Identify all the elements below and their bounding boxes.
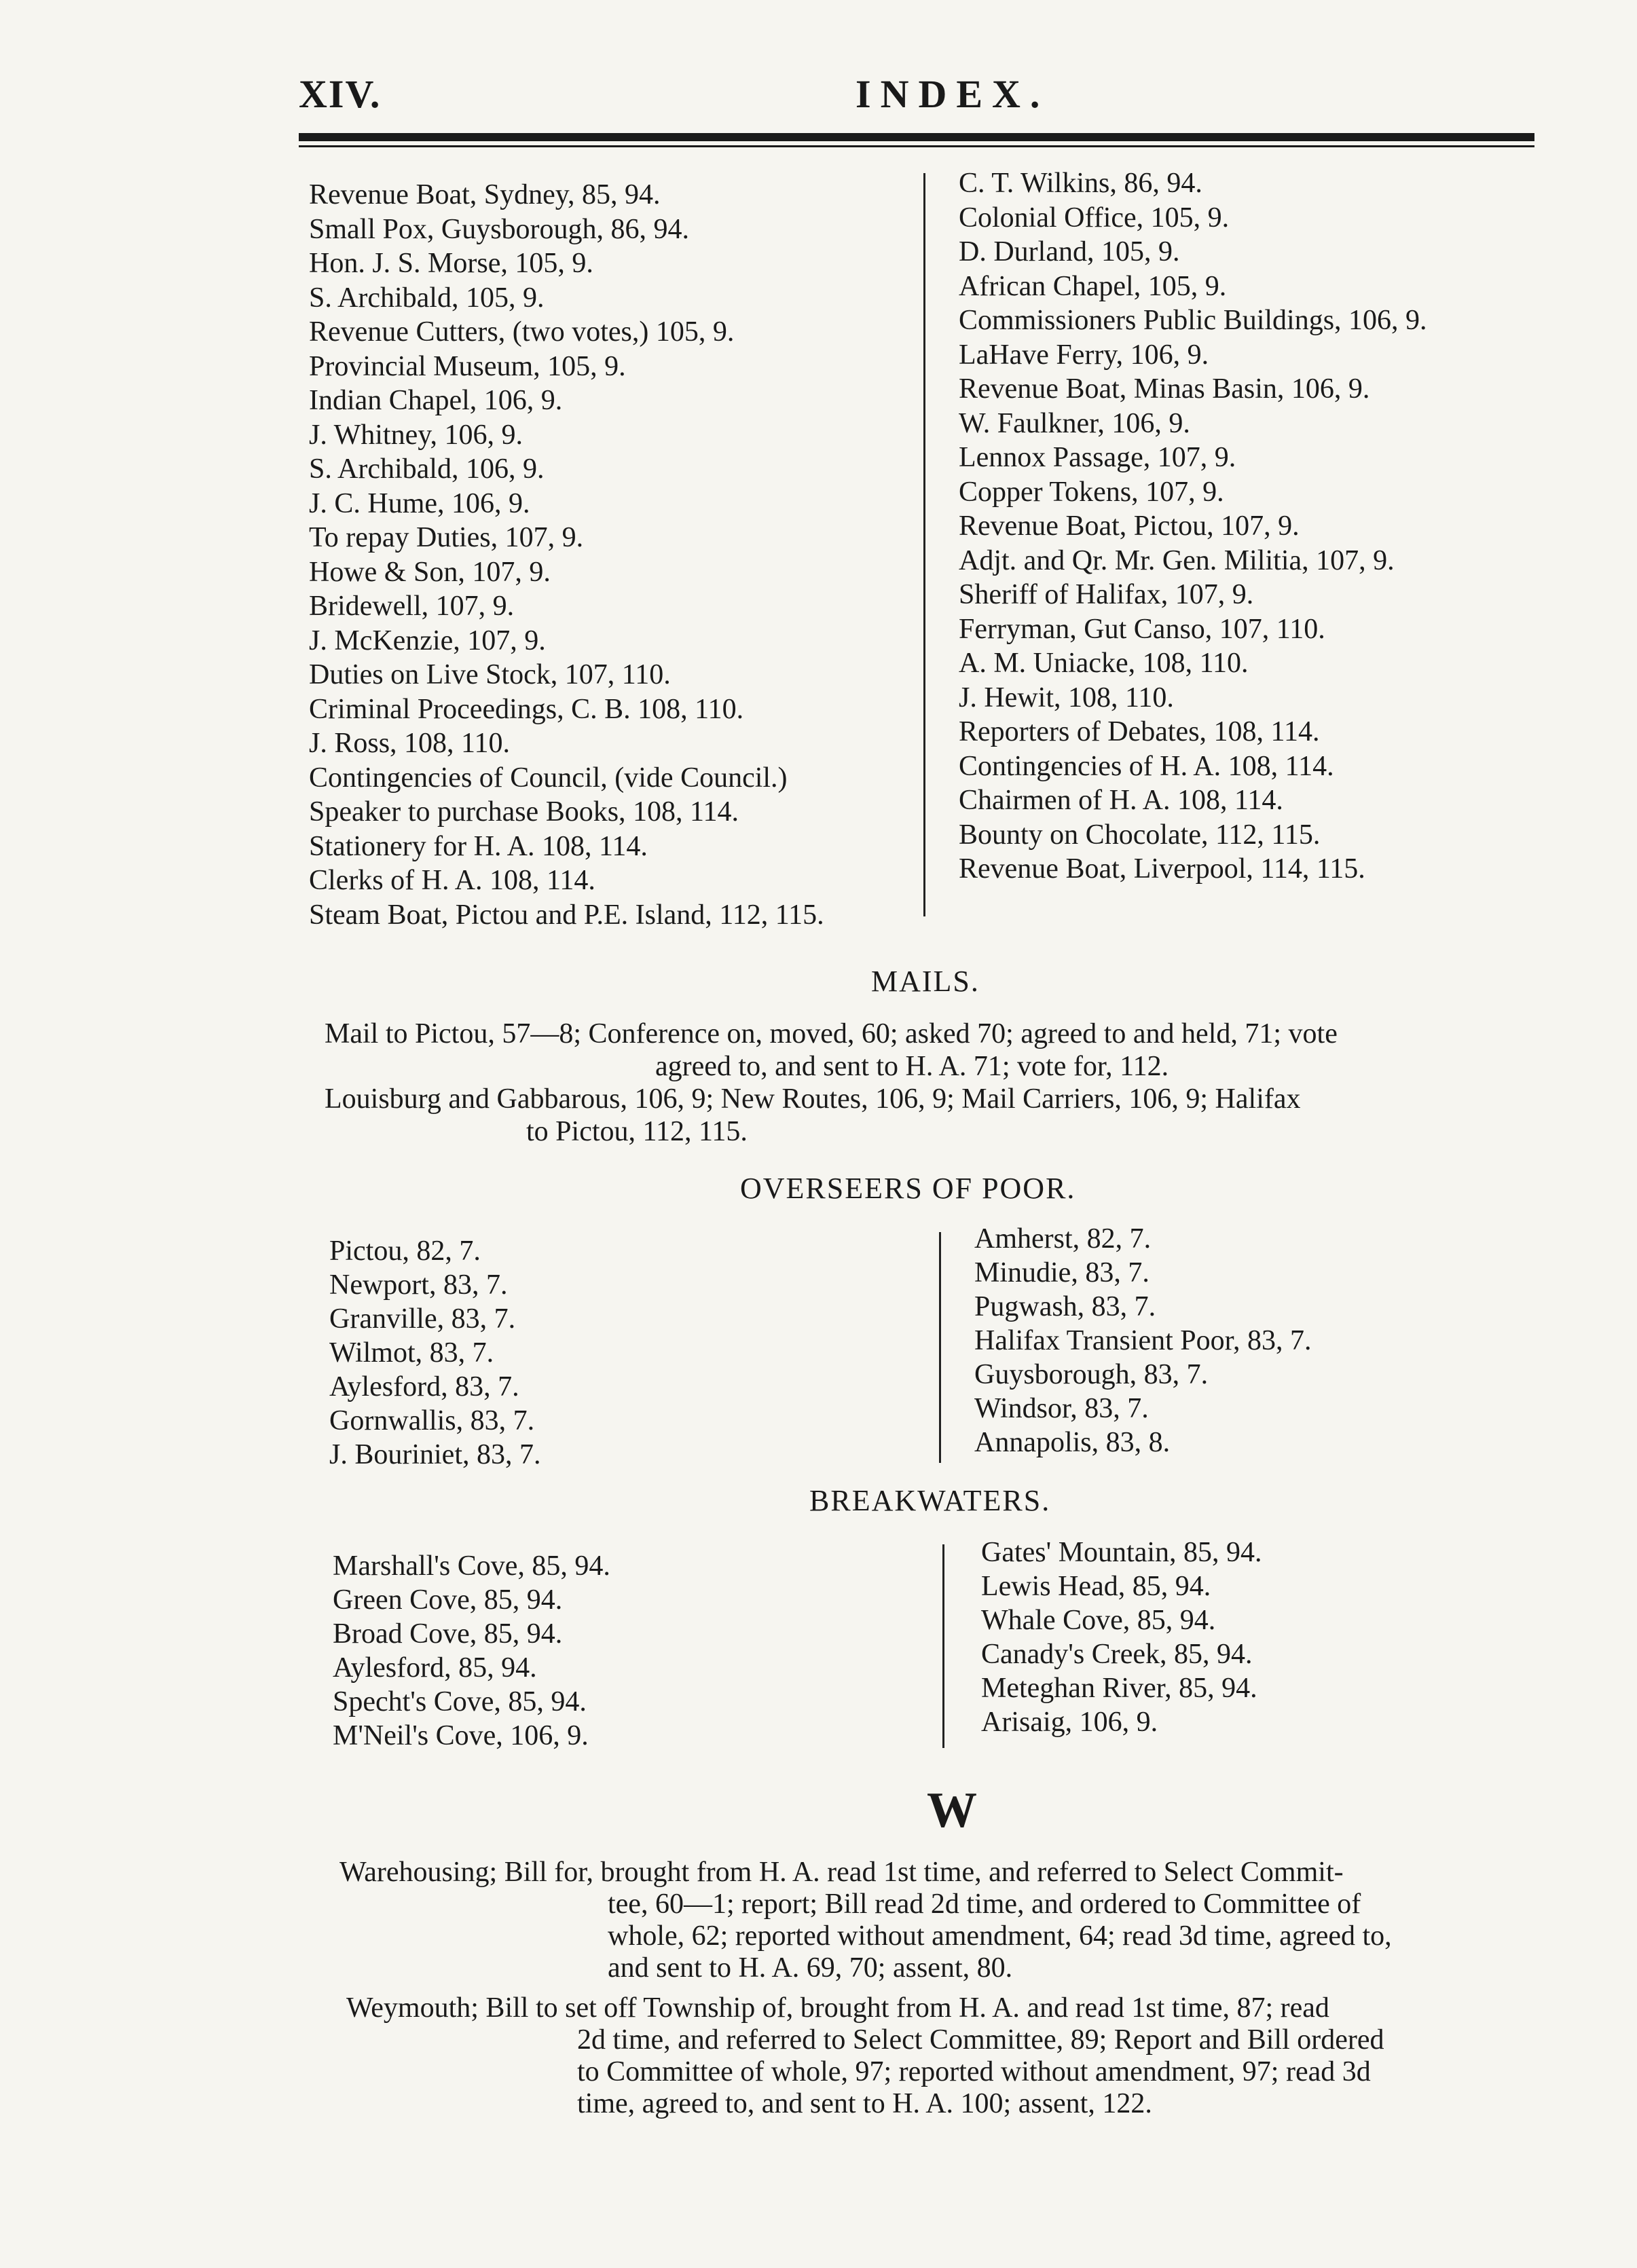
index-entry: C. T. Wilkins, 86, 94. (959, 168, 1202, 199)
weymouth-line-1: Weymouth; Bill to set off Township of, brought from H. A. and read 1st time, 87; read (346, 1992, 1329, 2024)
breakwaters-entry: M'Neil's Cove, 106, 9. (333, 1720, 589, 1751)
section-letter-w: W (927, 1783, 977, 1838)
index-entry: Small Pox, Guysborough, 86, 94. (309, 213, 690, 245)
overseers-column-divider (939, 1232, 941, 1463)
index-entry: Revenue Boat, Minas Basin, 106, 9. (959, 373, 1370, 405)
breakwaters-entry: Arisaig, 106, 9. (981, 1707, 1158, 1738)
index-entry: Sheriff of Halifax, 107, 9. (959, 579, 1254, 610)
page-number: XIV. (299, 72, 382, 116)
overseers-entry: Pugwash, 83, 7. (974, 1291, 1156, 1322)
index-entry: Duties on Live Stock, 107, 110. (309, 659, 671, 690)
index-entry: J. C. Hume, 106, 9. (309, 487, 530, 519)
overseers-entry: Minudie, 83, 7. (974, 1257, 1149, 1288)
breakwaters-entry: Aylesford, 85, 94. (333, 1652, 537, 1684)
breakwaters-entry: Lewis Head, 85, 94. (981, 1571, 1211, 1602)
index-entry: Contingencies of Council, (vide Council.) (309, 762, 788, 794)
weymouth-line-3: to Committee of whole, 97; reported without amendment, 97; read 3d (577, 2056, 1371, 2087)
warehousing-line-2: tee, 60—1; report; Bill read 2d time, and ordered to Committee of (608, 1889, 1361, 1920)
index-entry: Bounty on Chocolate, 112, 115. (959, 819, 1321, 851)
index-entry: Reporters of Debates, 108, 114. (959, 716, 1320, 747)
top-column-divider (923, 173, 925, 916)
page-header (299, 71, 1541, 132)
breakwaters-entry: Green Cove, 85, 94. (333, 1584, 563, 1616)
mails-heading: MAILS. (871, 965, 980, 998)
overseers-heading: OVERSEERS OF POOR. (740, 1172, 1076, 1205)
breakwaters-heading: BREAKWATERS. (809, 1484, 1051, 1517)
breakwaters-entry: Whale Cove, 85, 94. (981, 1605, 1216, 1636)
index-entry: To repay Duties, 107, 9. (309, 522, 584, 553)
index-entry: Colonial Office, 105, 9. (959, 202, 1230, 234)
index-entry: Chairmen of H. A. 108, 114. (959, 785, 1283, 816)
breakwaters-entry: Marshall's Cove, 85, 94. (333, 1550, 610, 1582)
index-entry: D. Durland, 105, 9. (959, 236, 1180, 267)
overseers-entry: J. Bouriniet, 83, 7. (329, 1439, 541, 1470)
header-rule-thin (299, 145, 1534, 147)
overseers-right-column (974, 1222, 1311, 1460)
index-entry: Provincial Museum, 105, 9. (309, 350, 626, 382)
index-entry: Lennox Passage, 107, 9. (959, 442, 1236, 473)
top-left-column (309, 178, 824, 932)
index-entry: J. McKenzie, 107, 9. (309, 625, 546, 656)
warehousing-line-3: whole, 62; reported without amendment, 64; read 3d time, agreed to, (608, 1920, 1392, 1952)
index-entry: Commissioners Public Buildings, 106, 9. (959, 305, 1427, 336)
index-entry: Revenue Boat, Liverpool, 114, 115. (959, 853, 1365, 885)
index-entry: Steam Boat, Pictou and P.E. Island, 112, 115. (309, 899, 824, 931)
page-title: INDEX. (856, 72, 1050, 116)
index-entry: Clerks of H. A. 108, 114. (309, 865, 595, 896)
overseers-entry: Amherst, 82, 7. (974, 1223, 1152, 1254)
warehousing-line-1: Warehousing; Bill for, brought from H. A. read 1st time, and referred to Select Commit- (339, 1857, 1344, 1888)
breakwaters-entry: Broad Cove, 85, 94. (333, 1618, 563, 1650)
overseers-entry: Aylesford, 83, 7. (329, 1371, 519, 1402)
overseers-entry: Granville, 83, 7. (329, 1303, 516, 1335)
index-entry: Ferryman, Gut Canso, 107, 110. (959, 613, 1325, 645)
index-entry: Contingencies of H. A. 108, 114. (959, 750, 1334, 782)
breakwaters-column-divider (942, 1544, 944, 1748)
overseers-left-column (329, 1234, 541, 1472)
header-rule-thick (299, 133, 1534, 141)
mails-line-2: agreed to, and sent to H. A. 71; vote for, 112. (655, 1051, 1169, 1082)
index-entry: Hon. J. S. Morse, 105, 9. (309, 248, 593, 279)
index-entry: LaHave Ferry, 106, 9. (959, 339, 1209, 371)
index-entry: Bridewell, 107, 9. (309, 591, 515, 622)
mails-line-1: Mail to Pictou, 57—8; Conference on, moved, 60; asked 70; agreed to and held, 71; vote (325, 1018, 1338, 1049)
mails-line-4: to Pictou, 112, 115. (526, 1116, 748, 1147)
overseers-entry: Pictou, 82, 7. (329, 1235, 481, 1267)
index-entry: J. Hewit, 108, 110. (959, 682, 1174, 713)
index-entry: Indian Chapel, 106, 9. (309, 385, 563, 416)
overseers-entry: Newport, 83, 7. (329, 1269, 508, 1301)
index-entry: W. Faulkner, 106, 9. (959, 407, 1190, 439)
mails-line-3: Louisburg and Gabbarous, 106, 9; New Routes, 106, 9; Mail Carriers, 106, 9; Halifax (325, 1083, 1301, 1115)
index-entry: Stationery for H. A. 108, 114. (309, 830, 648, 862)
index-entry: Revenue Cutters, (two votes,) 105, 9. (309, 316, 735, 348)
index-entry: J. Ross, 108, 110. (309, 728, 510, 759)
breakwaters-right-column (981, 1536, 1262, 1739)
overseers-entry: Windsor, 83, 7. (974, 1393, 1149, 1424)
index-entry: Revenue Boat, Pictou, 107, 9. (959, 510, 1300, 542)
breakwaters-entry: Gates' Mountain, 85, 94. (981, 1537, 1262, 1568)
weymouth-line-2: 2d time, and referred to Select Committee, 89; Report and Bill ordered (577, 2024, 1384, 2056)
index-entry: Speaker to purchase Books, 108, 114. (309, 796, 739, 828)
overseers-entry: Halifax Transient Poor, 83, 7. (974, 1325, 1312, 1356)
breakwaters-entry: Canady's Creek, 85, 94. (981, 1639, 1253, 1670)
weymouth-line-4: time, agreed to, and sent to H. A. 100; assent, 122. (577, 2088, 1152, 2119)
index-entry: S. Archibald, 105, 9. (309, 282, 545, 314)
index-entry: S. Archibald, 106, 9. (309, 453, 545, 485)
top-right-column (959, 166, 1427, 887)
index-entry: Adjt. and Qr. Mr. Gen. Militia, 107, 9. (959, 544, 1395, 576)
overseers-entry: Guysborough, 83, 7. (974, 1359, 1209, 1390)
index-entry: A. M. Uniacke, 108, 110. (959, 648, 1249, 679)
overseers-entry: Wilmot, 83, 7. (329, 1337, 494, 1369)
breakwaters-entry: Meteghan River, 85, 94. (981, 1673, 1257, 1704)
index-entry: Revenue Boat, Sydney, 85, 94. (309, 179, 661, 210)
breakwaters-left-column (333, 1549, 610, 1753)
overseers-entry: Annapolis, 83, 8. (974, 1427, 1171, 1458)
index-entry: African Chapel, 105, 9. (959, 270, 1227, 302)
index-entry: Howe & Son, 107, 9. (309, 556, 551, 588)
index-entry: Criminal Proceedings, C. B. 108, 110. (309, 693, 744, 725)
overseers-entry: Gornwallis, 83, 7. (329, 1405, 535, 1436)
breakwaters-entry: Specht's Cove, 85, 94. (333, 1686, 587, 1717)
warehousing-line-4: and sent to H. A. 69, 70; assent, 80. (608, 1952, 1013, 1984)
index-entry: Copper Tokens, 107, 9. (959, 476, 1224, 508)
index-entry: J. Whitney, 106, 9. (309, 419, 523, 451)
